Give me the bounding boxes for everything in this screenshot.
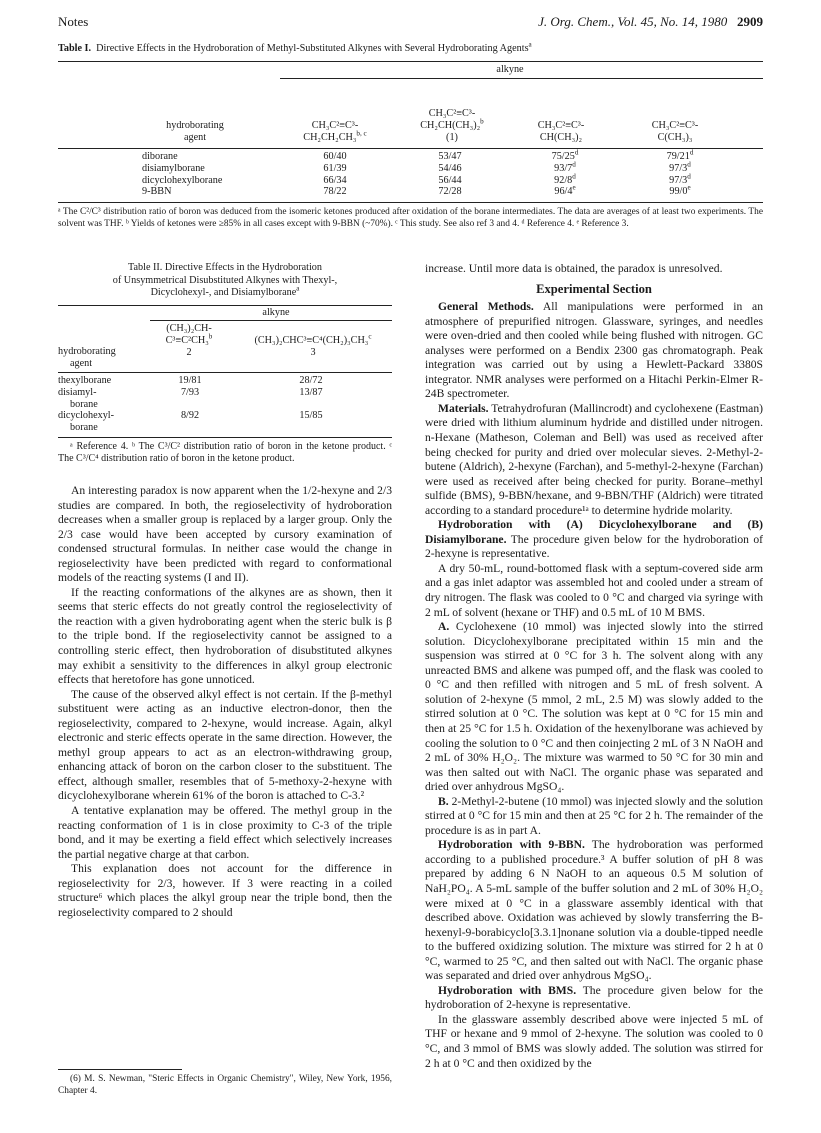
table1-col1-l2: CH₃C²≡C³- <box>311 120 359 131</box>
table1-r2-v1: 61/39 <box>323 162 347 174</box>
table1-agent-header-l1: hydroborating <box>166 120 224 131</box>
table1-r3-m3: d <box>572 172 576 181</box>
table1-col-isopropyl <box>506 108 616 144</box>
table2-footnotes: ᵃ Reference 4. ᵇ The C³/C² distribution ratio of boron in the ketone product. ᶜ The C³/C⁴ distribution ratio of boron in the ketone product. <box>58 441 392 464</box>
table1-r1-v2: 53/47 <box>438 151 462 162</box>
paragraph-flask: A dry 50-mL, round-bottomed flask with a septum-covered side arm and a gas inlet adaptor was assembled hot and cooled under a stream of dry nitrogen. The flask was cooled to 0 °C and charged via syringe with 2 mL of solvent (hexane or THF) and 0.5 mL of 10 M BMS. <box>425 561 763 619</box>
paragraph-materials <box>425 402 763 518</box>
section-title: Experimental Section <box>536 281 652 296</box>
paragraph-9bbn <box>425 838 763 983</box>
paragraph-explanation: A tentative explanation may be offered. The methyl group in the reacting conformation of 1 is in close proximity to C-3 of the triple bond, and it may be exerting a field effect which selectively increases the partial negative charge at that carbon. <box>58 804 392 861</box>
table1-agent-header-l2: agent <box>183 132 207 143</box>
table2-col3-l1: (CH₃)₂CHC³≡C⁴(CH₂)₃CH₃ <box>254 335 369 346</box>
table1-col-tert-butyl <box>620 108 730 144</box>
table1-r4-v3: 96/4 <box>554 186 573 198</box>
table1-r3-v4: 97/3 <box>669 174 688 186</box>
table1-col-5-methyl-2-hexyne <box>392 108 512 144</box>
table1-group-header: alkyne <box>496 64 524 75</box>
table2-r2-agent: disiamyl- <box>58 386 97 398</box>
table2-group-rule <box>150 320 392 321</box>
table1-col1-l1 <box>280 108 390 120</box>
part-b-body: 2-Methyl-2-butene (10 mmol) was injected slowly and the solution stirred at 0 °C for 15 min and then at 25 °C for 2 h. The remainder of the procedure is as in part A. <box>425 794 763 837</box>
table2-group-header: alkyne <box>262 307 290 318</box>
bms-body: The procedure given below for the hydroboration of 2-hexyne is representative. <box>425 983 763 1012</box>
table2-caption-l2: of Unsymmetrical Disubstituted Alkynes with Thexyl-, <box>112 274 338 286</box>
paragraph-unresolved: increase. Until more data is obtained, the paradox is unresolved. <box>425 262 723 275</box>
table1-r3-v2: 56/44 <box>438 174 462 186</box>
table1-r1-agent: diborane <box>142 151 178 162</box>
table1-r4-agent: 9-BBN <box>142 186 172 198</box>
paragraph-bms <box>425 984 763 1013</box>
table2-r3-agent: dicyclohexyl- <box>58 410 115 422</box>
table1-caption-label: Table I. <box>58 43 92 54</box>
table1-r3-v1: 66/34 <box>323 174 347 186</box>
table1-group-rule <box>280 78 763 79</box>
table2-agent-header <box>58 346 148 370</box>
run-in-head-9bbn: Hydroboration with 9-BBN. <box>438 838 585 852</box>
table1-agent-header <box>140 120 250 144</box>
paragraph-hydroboration-ab <box>425 518 763 562</box>
table2-r3-agent-cont: borane <box>70 422 98 434</box>
table1-r2-m4: d <box>687 160 691 169</box>
table1-caption <box>58 42 778 55</box>
table1-col3-l1 <box>506 108 616 120</box>
run-in-head-general: General Methods. <box>438 300 534 314</box>
table1-r1-m4: d <box>689 148 694 157</box>
table2-r1-v3: 28/72 <box>299 375 323 386</box>
table2-r1-agent: thexylborane <box>58 375 112 386</box>
paragraph-part-a <box>425 620 763 795</box>
table1-r4-v1: 78/22 <box>323 186 347 198</box>
table1-r3-v3: 92/8 <box>554 174 573 186</box>
part-a-body: Cyclohexene (10 mmol) was injected slowly into the stirred solution. Dicyclohexylborane precipitated within 15 min and the suspension was stirred at 0 °C for 3 h. The solvent along with any unreacted BMS and alkene was pumped off, and the flask was cooled to 0 °C and then refilled with nitrogen and 5 mL of fresh solvent. A solution of 2-hexyne (5 mmol, 2 mL, 2.5 M) was slowly added to the stirred solution at 0 °C. The solution was kept at 0 °C for 15 min and then at 25 °C for 1.5 h. Oxidation of the hexenylborane was achieved by cooling the solution to 0 °C and then coinjecting 2 mL of 3 N NaOH and 2 mL of 30% H₂O₂. The mixture was warmed to 50 °C for 30 min and was then salted out with NaCl. The organic phase was separated and dried over anhydrous MgSO₄. <box>425 620 764 794</box>
table2-col2-num: 2 <box>186 347 192 358</box>
table2-bottom-rule <box>58 437 392 438</box>
page-number: 2909 <box>737 14 763 29</box>
paragraph-coiled: This explanation does not account for the difference in regioselectivity for 2/3, however. If 3 were reacting in a coiled structure⁶ which places the alkyl group near the triple bond, then the regioselectivity compared to 2 should <box>58 862 392 919</box>
run-in-head-hab: Hydroboration with (A) Dicyclohexylborane and (B) Disiamylborane. <box>425 518 763 546</box>
table-row <box>142 186 762 198</box>
table1-col1-mark: b, c <box>356 129 367 138</box>
table2-header-rule <box>58 372 392 373</box>
table2-top-rule <box>58 305 392 306</box>
table-row <box>58 387 392 399</box>
table1-col2-l2: CH₂CH(CH₃)₂ <box>420 120 481 131</box>
table1-col3-l2: CH₃C²≡C³- <box>537 120 585 131</box>
materials-body: Tetrahydrofuran (Mallincrodt) and cyclohexene (Eastman) were dried with lithium aluminum hydride and distilled under nitrogen. n-Hexane (Matheson, Coleman and Bell) was used as received after being checked for purity and dried over molecular sieves. 2-Methyl-2-butene (Aldrich), 2-hexyne (Farchan), and 5-methyl-2-hexyne (Farchan) were used as received after being checked for purity. Borane–methyl sulfide (BMS), 9-BBN/hexane, and 9-BBN/THF (Aldrich) were titrated according to a standard procedure¹ᵃ to determine hydride molarity. <box>425 401 763 517</box>
table-row <box>142 172 762 187</box>
table1-col2-l3: (1) <box>446 132 458 143</box>
paragraph-glassware: In the glassware assembly described above were injected 5 mL of THF or hexane and 9 mmol of 2-hexyne. The solution was cooled to 0 °C, and 3 mmol of BMS was slowly added. The solution was stirred for 2 h at 0 °C and then oxidized by the <box>425 1012 763 1070</box>
table1-top-rule <box>58 61 763 62</box>
table-row <box>58 375 392 387</box>
table-row <box>142 148 762 163</box>
hab-body: The procedure given below for the hydroboration of 2-hexyne is representative. <box>425 532 763 561</box>
table1-col3-l3: CH(CH₃)₂ <box>539 132 583 143</box>
paragraph-general-methods <box>425 300 763 402</box>
table1-r2-v4: 97/3 <box>669 162 688 174</box>
table2-col2-l2: C³≡C²CH₃ <box>165 335 209 346</box>
table2-caption-l3: Dicyclohexyl-, and Disiamylborane <box>150 287 297 298</box>
paragraph-conformations: If the reacting conformations of the alkynes are as shown, then it seems that steric effects do not greatly control the regioselectivity of the reaction with a given hydroborating agent when the steric bulk is β to the triple bond. If the regioselectivity cannot be assigned to a controlling steric effect, then hydroboration of disubstituted alkynes may exhibit a sensitivity to the differences in alkyl group electronic effects that heretofore has gone unnoticed. <box>58 585 392 687</box>
paragraph-paradox: An interesting paradox is now apparent when the 1/2-hexyne and 2/3 studies are compared. In both, the regioselectivity of hydroboration decreases when a smaller group is replaced by a larger group. Only the 2/3 case would have been accepted by cursory examination of condensed structural formulas. In neither case would the change in regioselectivity have been predicted with regard to conformational models of the reacting systems (I and II). <box>58 484 392 585</box>
run-in-head-a: A. <box>438 620 450 634</box>
table1-col4-l3: C(CH₃)₃ <box>657 132 693 143</box>
table2-r3-v2: 8/92 <box>180 410 200 422</box>
general-methods-body: All manipulations were performed in an atmosphere of prepurified nitrogen. Glassware, syringes, and needles were oven-dried and then cooled while being flushed with nitrogen. GC analyses were performed on a Bendix 2300 gas chromatograph. Peak integration was carried out by using a Hewlett-Packard 3380S integrator. NMR analyses were performed on a Hitachi Perkin-Elmer R-24B spectrometer. <box>425 300 763 401</box>
run-in-head-materials: Materials. <box>438 401 489 415</box>
table1-r3-agent: dicyclohexylborane <box>142 174 223 186</box>
table2-r3-v3: 15/85 <box>299 410 323 422</box>
table2-col2-mark: b <box>208 332 213 341</box>
run-in-head-bms: Hydroboration with BMS. <box>438 983 577 997</box>
table1-r4-m4: e <box>687 184 691 192</box>
table1-r2-v2: 54/46 <box>438 162 462 174</box>
table1-body <box>142 148 762 198</box>
table2-r2-v3: 13/87 <box>299 386 323 398</box>
table1-caption-mark: a <box>528 40 532 49</box>
paragraph-alkyl-effect: The cause of the observed alkyl effect is not certain. If the β-methyl substituent were acting as an inductive electron-donor, then the regioselectivity, compared to 2-hexyne, would increase. Again, alkyl electronic and steric effects operate in the same direction. However, the methyl group appears to act as an electron-withdrawing group, enhancing attack of boron on the carbon closer to the substituent. The effect, although smaller, resembles that of 5-methoxy-2-hexyne with dicyclohexylborane wherein 61% of the boron is attached to C-3.² <box>58 687 392 803</box>
right-column-text <box>425 262 763 1071</box>
table2-col3-num: 3 <box>310 347 316 358</box>
table1-col4-l2: CH₃C²≡C³- <box>651 120 699 131</box>
table2-col2-l1: (CH₃)₂CH- <box>166 323 212 334</box>
paragraph-part-b <box>425 795 763 839</box>
table-row <box>58 410 392 422</box>
table1-col2-l1: CH₃C²≡C³- <box>428 108 476 119</box>
table1-col4-l1 <box>620 108 730 120</box>
table1-r3-m4: d <box>687 172 691 181</box>
table2-body <box>58 375 392 434</box>
table1-footnotes: ᵃ The C²/C³ distribution ratio of boron was deduced from the isomeric ketones produced after oxidation of the borane intermediates. The data are averages of at least two experiments. The solvent was THF. ᵇ Yields of ketones were ≥85% in all cases except with 9-BBN (~70%). ᶜ This study. See also ref 3 and 4. ᵈ Reference 4. ᵉ Reference 3. <box>58 207 763 229</box>
table1-r1-v1: 60/40 <box>323 151 347 162</box>
table2-r2-v2: 7/93 <box>180 386 200 398</box>
table1-bottom-rule <box>58 202 763 203</box>
table2-col-compound-2 <box>148 323 230 359</box>
running-header-section: Notes <box>58 14 89 29</box>
journal-citation: J. Org. Chem., Vol. 45, No. 14, 1980 <box>538 14 728 29</box>
table1-r4-v4: 99/0 <box>669 186 688 198</box>
table1-r4-v2: 72/28 <box>438 186 462 198</box>
table2-agent-l1: hydroborating <box>58 346 116 357</box>
table2-r2-agent-cont: borane <box>70 398 98 410</box>
table1-r1-v3: 75/25 <box>551 151 575 162</box>
table1-caption-text: Directive Effects in the Hydroboration of Methyl-Substituted Alkynes with Several Hydroborating Agents <box>96 43 529 54</box>
table1-header-rule <box>58 148 763 149</box>
table1-r1-v4: 79/21 <box>666 151 690 162</box>
table2-agent-l2: agent <box>70 358 93 369</box>
9bbn-body: The hydroboration was performed according to a published procedure.³ A buffer solution of pH 8 was prepared by adding 6 N NaOH to an aqueous 0.5 M solution of NaH₂PO₄. A 5-mL sample of the buffer solution and 2 mL of 30% H₂O₂ were mixed at 0 °C in a glassware assembly identical with that described above. Oxidation was achieved by slowly transferring the B-hexenyl-9-borabicyclo[3.3.1]nonane solution via a double-tipped needle to the buffered oxidizing solution. The mixture was stirred for 2 h at 0 °C, warmed to 25 °C, and then salted out with NaCl. The organic phase was separated and dried over anhydrous MgSO₄. <box>425 838 763 983</box>
table1-col1-l3: CH₂CH₂CH₃ <box>303 132 357 143</box>
table1-r1-m3: d <box>574 148 579 157</box>
table1-r4-m3: e <box>572 184 576 192</box>
running-header-journal <box>538 14 763 30</box>
footnote-rule <box>58 1069 182 1070</box>
footnote-6: (6) M. S. Newman, "Steric Effects in Organic Chemistry", Wiley, New York, 1956, Chapter 4. <box>58 1074 392 1096</box>
table1-col2-mark: b <box>480 117 484 126</box>
table2-col3-mark: c <box>368 332 372 341</box>
table2-caption <box>58 262 392 300</box>
left-column-text <box>58 484 392 920</box>
run-in-head-b: B. <box>438 794 449 808</box>
table2-r1-v2: 19/81 <box>178 375 202 386</box>
table-row <box>142 160 762 175</box>
table2-caption-mark: a <box>296 284 300 293</box>
table2-col-compound-3 <box>232 332 394 359</box>
table1-r2-m3: d <box>572 160 576 169</box>
table1-col-2-hexyne <box>280 108 390 144</box>
table2-caption-l1: Table II. Directive Effects in the Hydroboration <box>127 262 322 273</box>
table1-r2-agent: disiamylborane <box>142 162 205 174</box>
table1-r2-v3: 93/7 <box>554 162 573 174</box>
